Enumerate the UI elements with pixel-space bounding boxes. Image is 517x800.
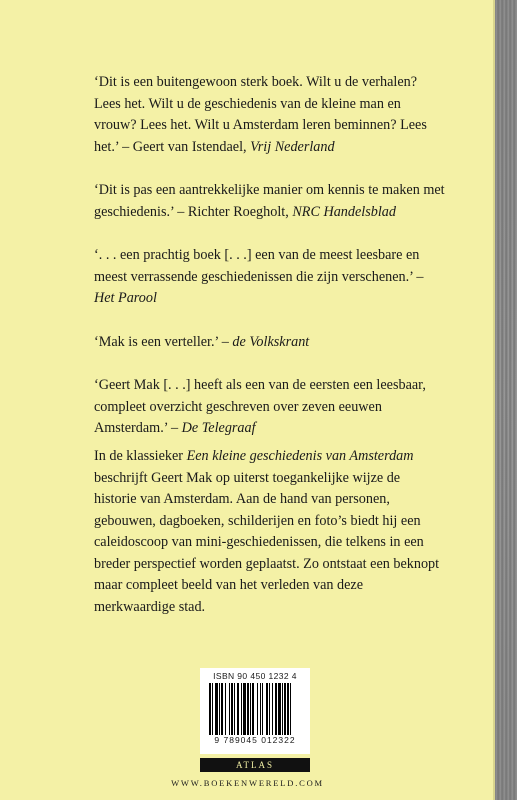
- barcode-bar: [231, 683, 233, 735]
- barcode-bar: [243, 683, 246, 735]
- ean-digits: 9 789045 012322: [214, 735, 296, 745]
- barcode-bar: [219, 683, 220, 735]
- barcode-bar: [282, 683, 283, 735]
- barcode-bars: [207, 683, 303, 735]
- barcode-bar: [247, 683, 249, 735]
- barcode-bar: [262, 683, 263, 735]
- barcode-bar: [284, 683, 286, 735]
- barcode-bar: [290, 683, 291, 735]
- barcode-bar: [209, 683, 211, 735]
- review-quotes: [94, 72, 446, 465]
- barcode-bar: [266, 683, 268, 735]
- barcode-bar: [252, 683, 254, 735]
- barcode-bar: [241, 683, 242, 735]
- quote-source: NRC Handelsblad: [292, 203, 396, 220]
- quote-2: ‘Dit is pas een aantrekkelijke manier om kennis te maken met geschiedenis.’ – Richter Roegholt, NRC Handelsblad: [94, 182, 445, 220]
- quote-source: – Het Parool: [94, 268, 424, 306]
- quote-5: ‘Geert Mak [. . .] heeft als een van de eersten een leesbaar, compleet overzicht geschreven over zeven eeuwen Amsterdam.’ – De Telegraaf: [94, 377, 426, 436]
- barcode-bar: [272, 683, 273, 735]
- book-title: Een kleine geschiedenis van Amsterdam: [186, 448, 414, 465]
- barcode-bar: [275, 683, 277, 735]
- barcode-bar: [234, 683, 235, 735]
- barcode-bar: [221, 683, 223, 735]
- barcode-bar: [278, 683, 281, 735]
- website-url: WWW.BOEKENWERELD.COM: [171, 778, 324, 788]
- barcode-bar: [287, 683, 289, 735]
- quote-source: Vrij Nederland: [250, 138, 335, 155]
- barcode: [200, 668, 310, 754]
- barcode-bar: [260, 683, 261, 735]
- publisher-logo: ATLAS: [200, 758, 310, 772]
- barcode-bar: [229, 683, 230, 735]
- page-edges: [495, 0, 517, 800]
- barcode-bar: [215, 683, 218, 735]
- book-description: In de klassieker Een kleine geschiedenis van Amsterdam beschrijft Geert Mak op uiterst toegankelijke wijze de historie van Amsterdam. Aan de hand van personen, gebouwen, dagboeken, schilderijen en foto’s biedt hij een caleidoscoop van mini-geschiedenissen, die telkens in een breder perspectief worden geplaatst. Zo ontstaat een beknopt maar compleet beeld van het verleden van deze merkwaardige stad.: [94, 448, 440, 615]
- barcode-bar: [237, 683, 239, 735]
- barcode-bar: [250, 683, 251, 735]
- barcode-bar: [225, 683, 226, 735]
- barcode-bar: [257, 683, 258, 735]
- isbn-label: ISBN 90 450 1232 4: [213, 671, 297, 681]
- quote-source: De Telegraaf: [181, 420, 256, 436]
- barcode-bar: [212, 683, 213, 735]
- quote-3: ‘. . . een prachtig boek [. . .] een van de meest leesbare en meest verrassende geschiedenissen die zijn verschenen.’ – Het Parool: [94, 247, 424, 306]
- barcode-bar: [269, 683, 270, 735]
- quote-4: ‘Mak is een verteller.’ – de Volkskrant: [94, 333, 310, 350]
- quote-source: de Volkskrant: [232, 333, 310, 350]
- quote-1: ‘Dit is een buitengewoon sterk boek. Wilt u de verhalen? Lees het. Wilt u de geschiedenis van de kleine man en vrouw? Lees het. Wilt u Amsterdam leren beminnen? Lees het.’ – Geert van Istendael, Vrij Nederland: [94, 74, 427, 155]
